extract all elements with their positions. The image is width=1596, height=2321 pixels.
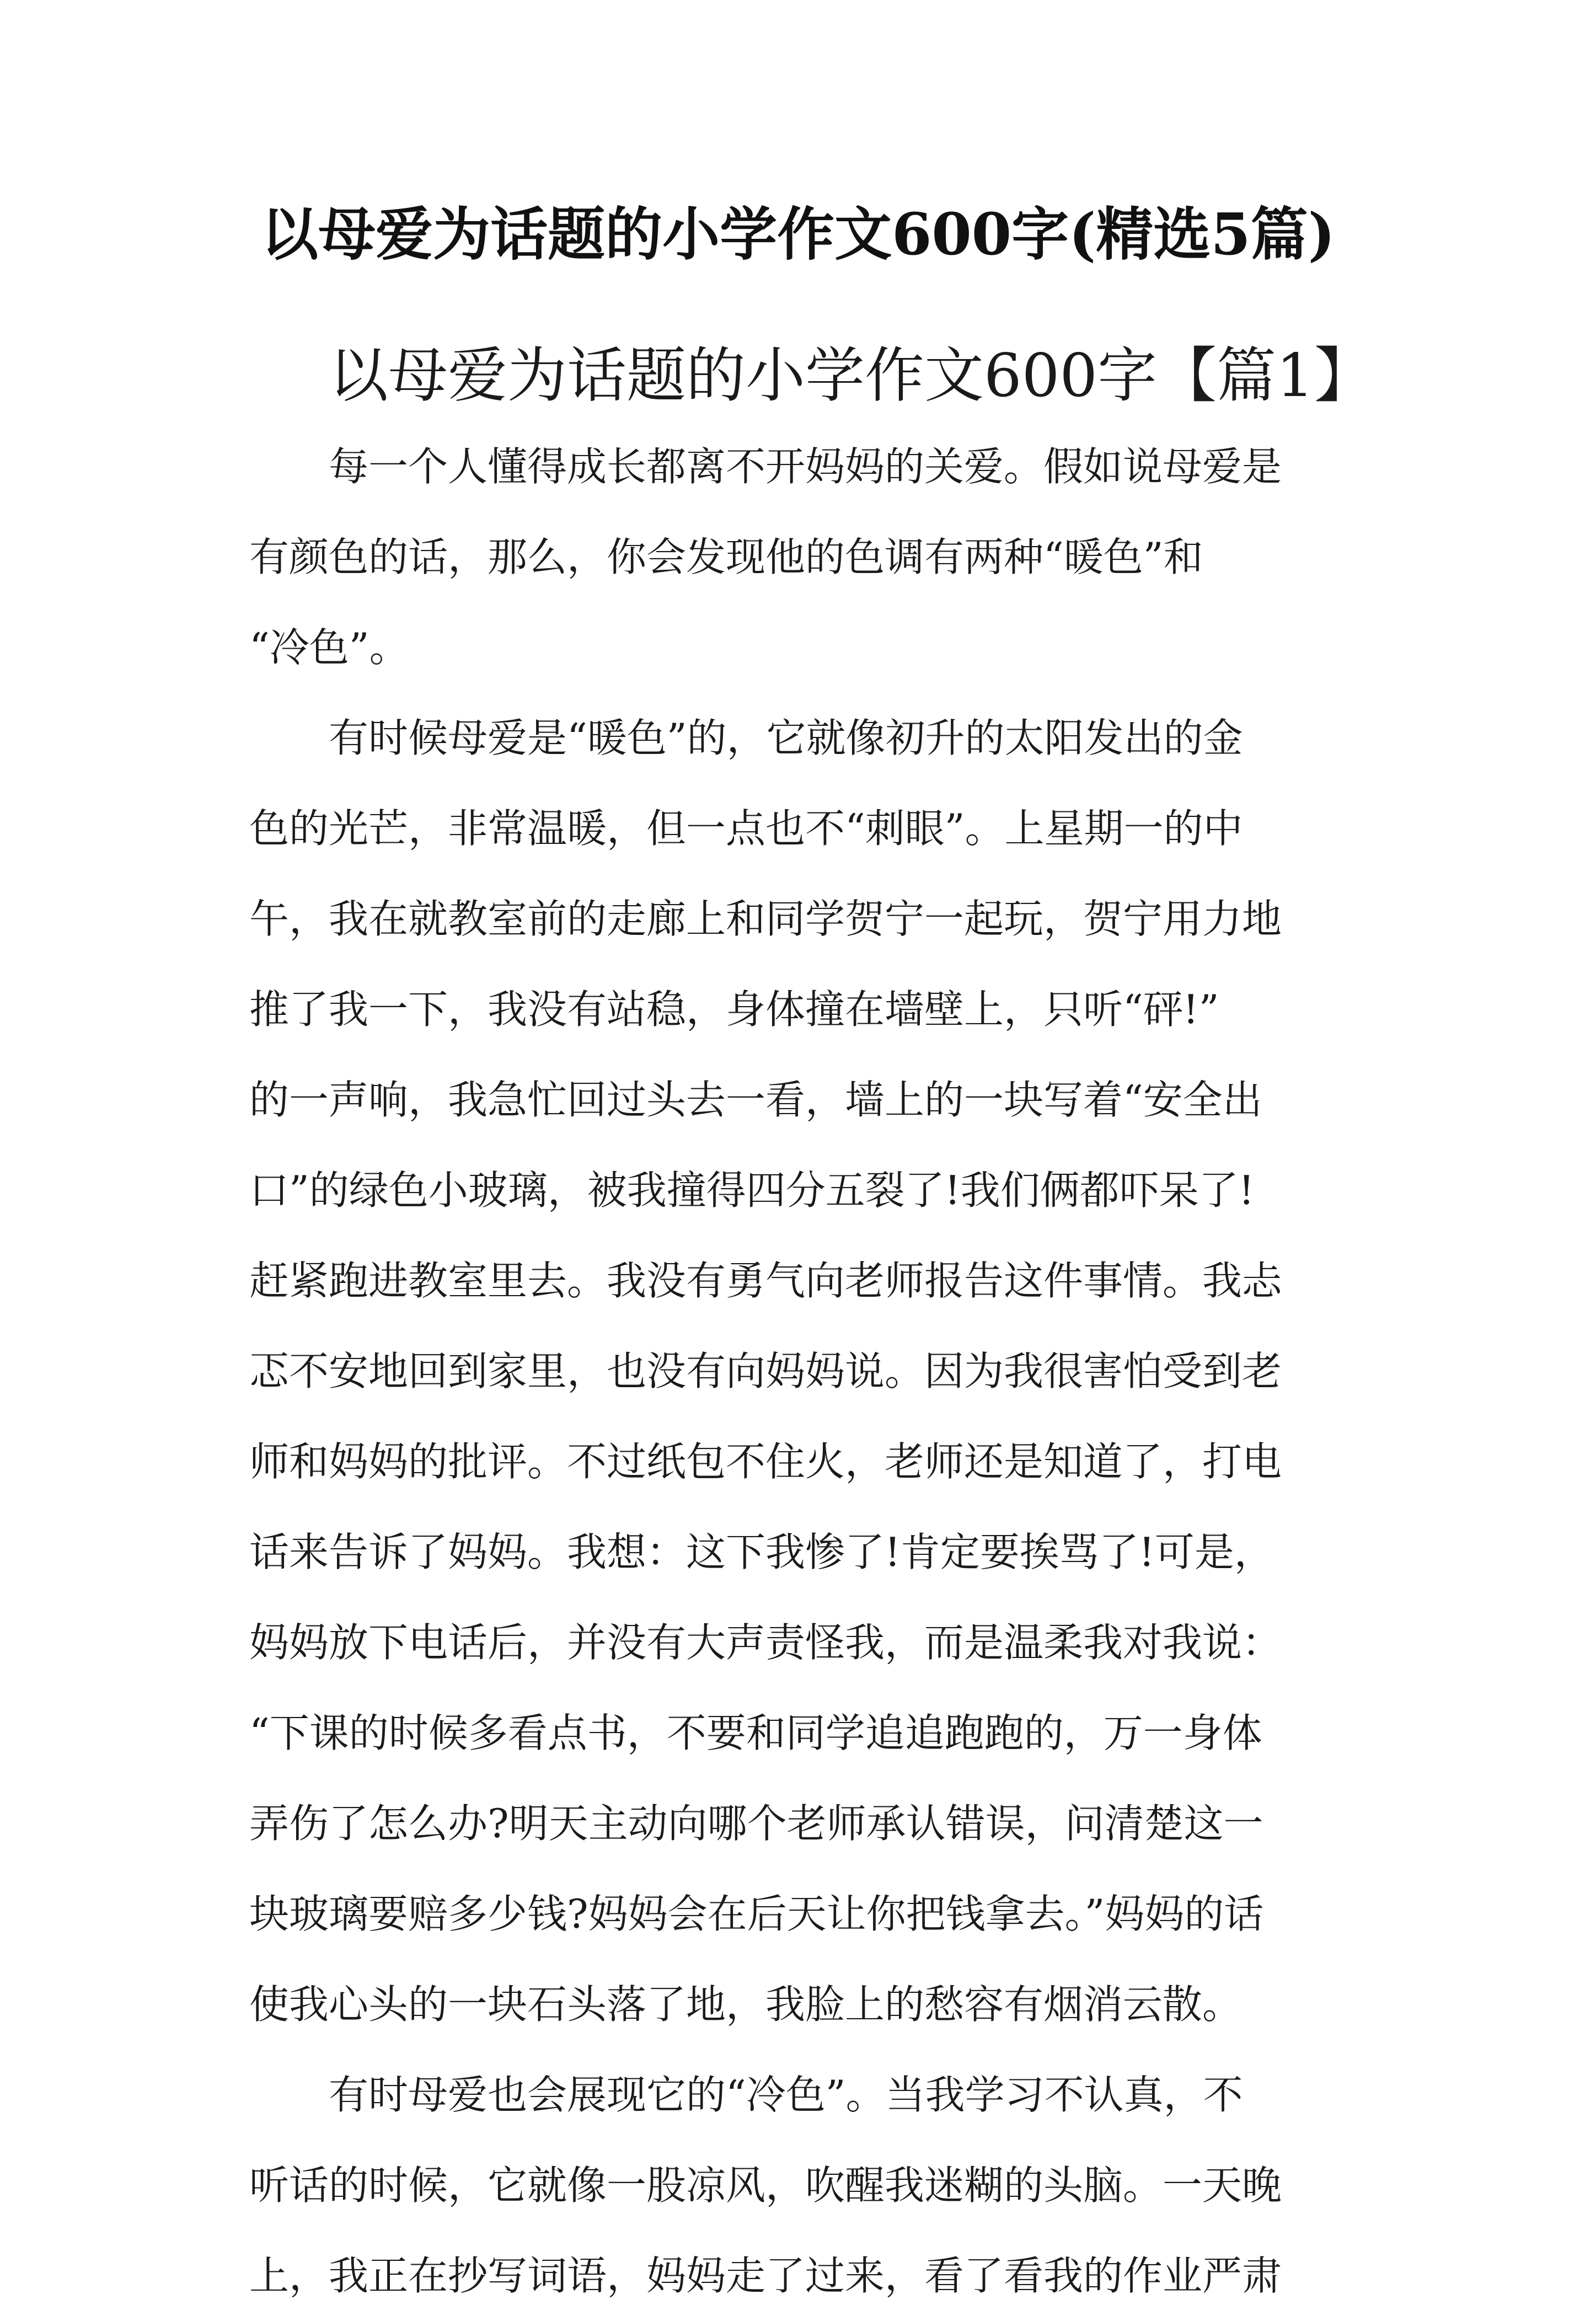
paragraph-line: 块玻璃要赔多少钱?妈妈会在后天让你把钱拿去。”妈妈的话 xyxy=(249,1891,1264,1937)
paragraph-line: “冷色”。 xyxy=(249,624,409,671)
paragraph-line: 口”的绿色小玻璃，被我撞得四分五裂了!我们俩都吓呆了! xyxy=(249,1167,1255,1213)
paragraph-line: “下课的时候多看点书，不要和同学追追跑跑的，万一身体 xyxy=(249,1710,1262,1756)
paragraph-line: 赶紧跑进教室里去。我没有勇气向老师报告这件事情。我忐 xyxy=(249,1258,1282,1304)
paragraph-line: 听话的时候，它就像一股凉风，吹醒我迷糊的头脑。一天晚 xyxy=(249,2162,1282,2208)
paragraph-line: 每一个人懂得成长都离不开妈妈的关爱。假如说母爱是 xyxy=(329,443,1282,490)
paragraph-line: 使我心头的一块石头落了地，我脸上的愁容有烟消云散。 xyxy=(249,1981,1242,2028)
paragraph-2 xyxy=(249,693,1358,2050)
document-title: 以母爱为话题的小学作文600字(精选5篇) xyxy=(261,200,1335,268)
paragraph-1 xyxy=(249,421,1358,693)
paragraph-3 xyxy=(249,2050,1358,2321)
paragraph-line: 的一声响，我急忙回过头去一看，墙上的一块写着“安全出 xyxy=(249,1077,1262,1123)
paragraph-line: 话来告诉了妈妈。我想：这下我惨了!肯定要挨骂了!可是， xyxy=(249,1529,1274,1575)
paragraph-line: 弄伤了怎么办?明天主动向哪个老师承认错误，问清楚这一 xyxy=(249,1800,1263,1847)
paragraph-line: 有时候母爱是“暖色”的，它就像初升的太阳发出的金 xyxy=(329,715,1243,761)
paragraph-line: 色的光芒，非常温暖，但一点也不“刺眼”。上星期一的中 xyxy=(249,805,1243,852)
paragraph-line: 师和妈妈的批评。不过纸包不住火，老师还是知道了，打电 xyxy=(249,1438,1282,1485)
document-body xyxy=(249,331,1374,2321)
paragraph-line: 妈妈放下电话后，并没有大声责怪我，而是温柔我对我说： xyxy=(249,1619,1282,1666)
paragraph-line: 有时母爱也会展现它的“冷色”。当我学习不认真，不 xyxy=(329,2072,1243,2118)
paragraph-line: 午，我在就教室前的走廊上和同学贺宁一起玩，贺宁用力地 xyxy=(249,896,1282,942)
paragraph-line: 推了我一下，我没有站稳，身体撞在墙壁上，只听“砰!” xyxy=(249,986,1219,1033)
section-heading: 以母爱为话题的小学作文600字【篇1】 xyxy=(329,341,1374,410)
paragraph-line: 忑不安地回到家里，也没有向妈妈说。因为我很害怕受到老 xyxy=(249,1348,1282,1394)
paragraph-line: 有颜色的话，那么，你会发现他的色调有两种“暖色”和 xyxy=(249,534,1203,580)
paragraph-line: 上，我正在抄写词语，妈妈走了过来，看了看我的作业严肃 xyxy=(249,2253,1282,2299)
